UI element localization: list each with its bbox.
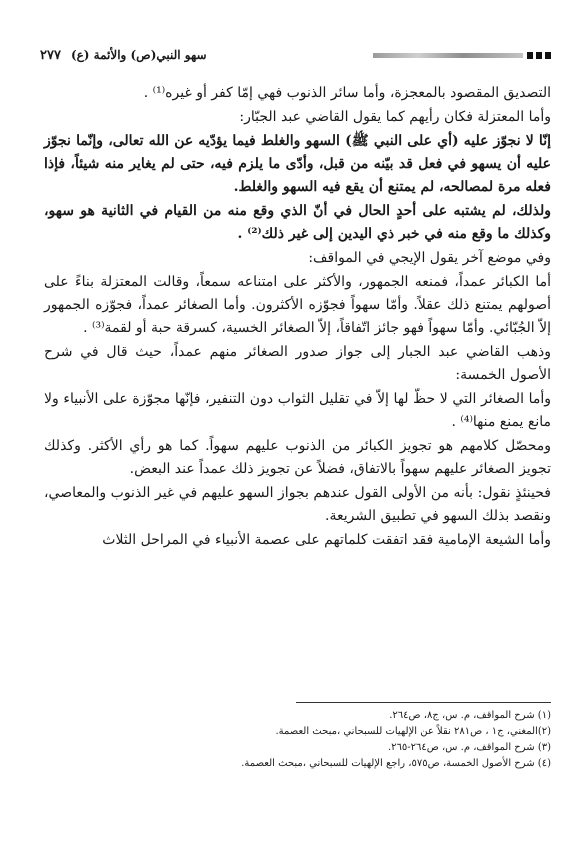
quote-paragraph: ولذلك، لم يشتبه على أحدٍ الحال في أنّ الذي وقع منه من القيام في الثانية هو سهو، وكذلك ما وقع منه في خبر ذي اليدين إلى غير ذلك⁽²⁾ .: [44, 203, 551, 242]
paragraph: ومحصّل كلامهم هو تجويز الكبائر من الذنوب عليهم سهواً. كما هو رأي الأكثر. وكذلك تجويز الصغائر عليهم سهواً بالاتفاق، فضلاً عن تجويز ذلك عمداً عند البعض.: [44, 438, 551, 477]
quote-paragraph: وأما الصغائر التي لا حظّ لها إلاّ في تقليل الثواب دون التنفير، فإنّها مجوّزة على الأنبياء ولا مانع يمنع منها⁽⁴⁾ .: [44, 391, 551, 430]
header-title-group: [40, 48, 207, 63]
header-blocks-ornament: [527, 52, 551, 59]
paragraph: وفي موضع آخر يقول الإيجي في المواقف:: [308, 250, 551, 266]
footnote: (٤) شرح الأصول الخمسة، ص٥٧٥، راجع الإلهيات للسبحاني ،مبحث العصمة.: [241, 758, 551, 769]
footnote: (١) شرح المواقف، م. س، ج٨، ص٢٦٤.: [389, 710, 551, 721]
main-text: [44, 82, 551, 553]
paragraph: التصديق المقصود بالمعجزة، وأما سائر الذنوب فهي إمّا كفر أو غيره⁽¹⁾ .: [143, 85, 551, 101]
page-number: ٢٧٧: [40, 47, 61, 63]
header-ornament: [373, 52, 551, 59]
quote-paragraph: أما الكبائر عمداً، فمنعه الجمهور، والأكثر على امتناعه سمعاً، وقالت المعتزلة بناءً على أصولهم يمتنع ذلك عقلاً. وأمّا سهواً فجوّزه الأكثرون. وأما الصغائر عمداً، فجوّزه الجمهور إلاّ الجُبّائي. وأمّا سهواً فهو جائز اتّفاقاً، إلاّ الصغائر الخسية، كسرقة حبة أو لقمة⁽³⁾ .: [44, 274, 551, 336]
running-title: سهو النبي(ص) والأئمة (ع): [70, 48, 207, 62]
paragraph: وأما المعتزلة فكان رأيهم كما يقول القاضي عبد الجبّار:: [239, 109, 551, 125]
paragraph: وذهب القاضي عبد الجبار إلى جواز صدور الصغائر منهم عمداً، حيث قال في شرح الأصول الخمسة:: [44, 344, 551, 383]
footnote: (٢)المغني، ج١ ، ص٢٨١ نقلاً عن الإلهيات للسبحاني ،مبحث العصمة.: [275, 726, 551, 737]
footnote-separator: [296, 702, 551, 703]
footnotes: [44, 708, 551, 772]
page-header: [40, 44, 551, 66]
footnote: (٣) شرح المواقف، م. س، ص٢٦٤-٢٦٥.: [387, 742, 551, 753]
quote-paragraph: إنّا لا نجوّز عليه (أي على النبي ﷺ) السهو والغلط فيما يؤدّيه عن الله تعالى، وإنّما نجوّز عليه أن يسهو في فعل قد بيّنه من قبل، وأدّى ما يلزم فيه، حتى لم يغاير منه شيئاً، فإذا فعله مرة لمصالحه، لم يمتنع أن يقع فيه السهو والغلط.: [44, 133, 551, 195]
header-grey-bar: [373, 53, 523, 58]
paragraph: فحينئذٍ نقول: بأنه من الأولى القول عندهم بجواز السهو عليهم في غير الذنوب والمعاصي، ونقصد بذلك السهو في تطبيق الشريعة.: [44, 485, 551, 524]
paragraph: وأما الشيعة الإمامية فقد اتفقت كلماتهم على عصمة الأنبياء في المراحل الثلاث: [102, 532, 551, 548]
